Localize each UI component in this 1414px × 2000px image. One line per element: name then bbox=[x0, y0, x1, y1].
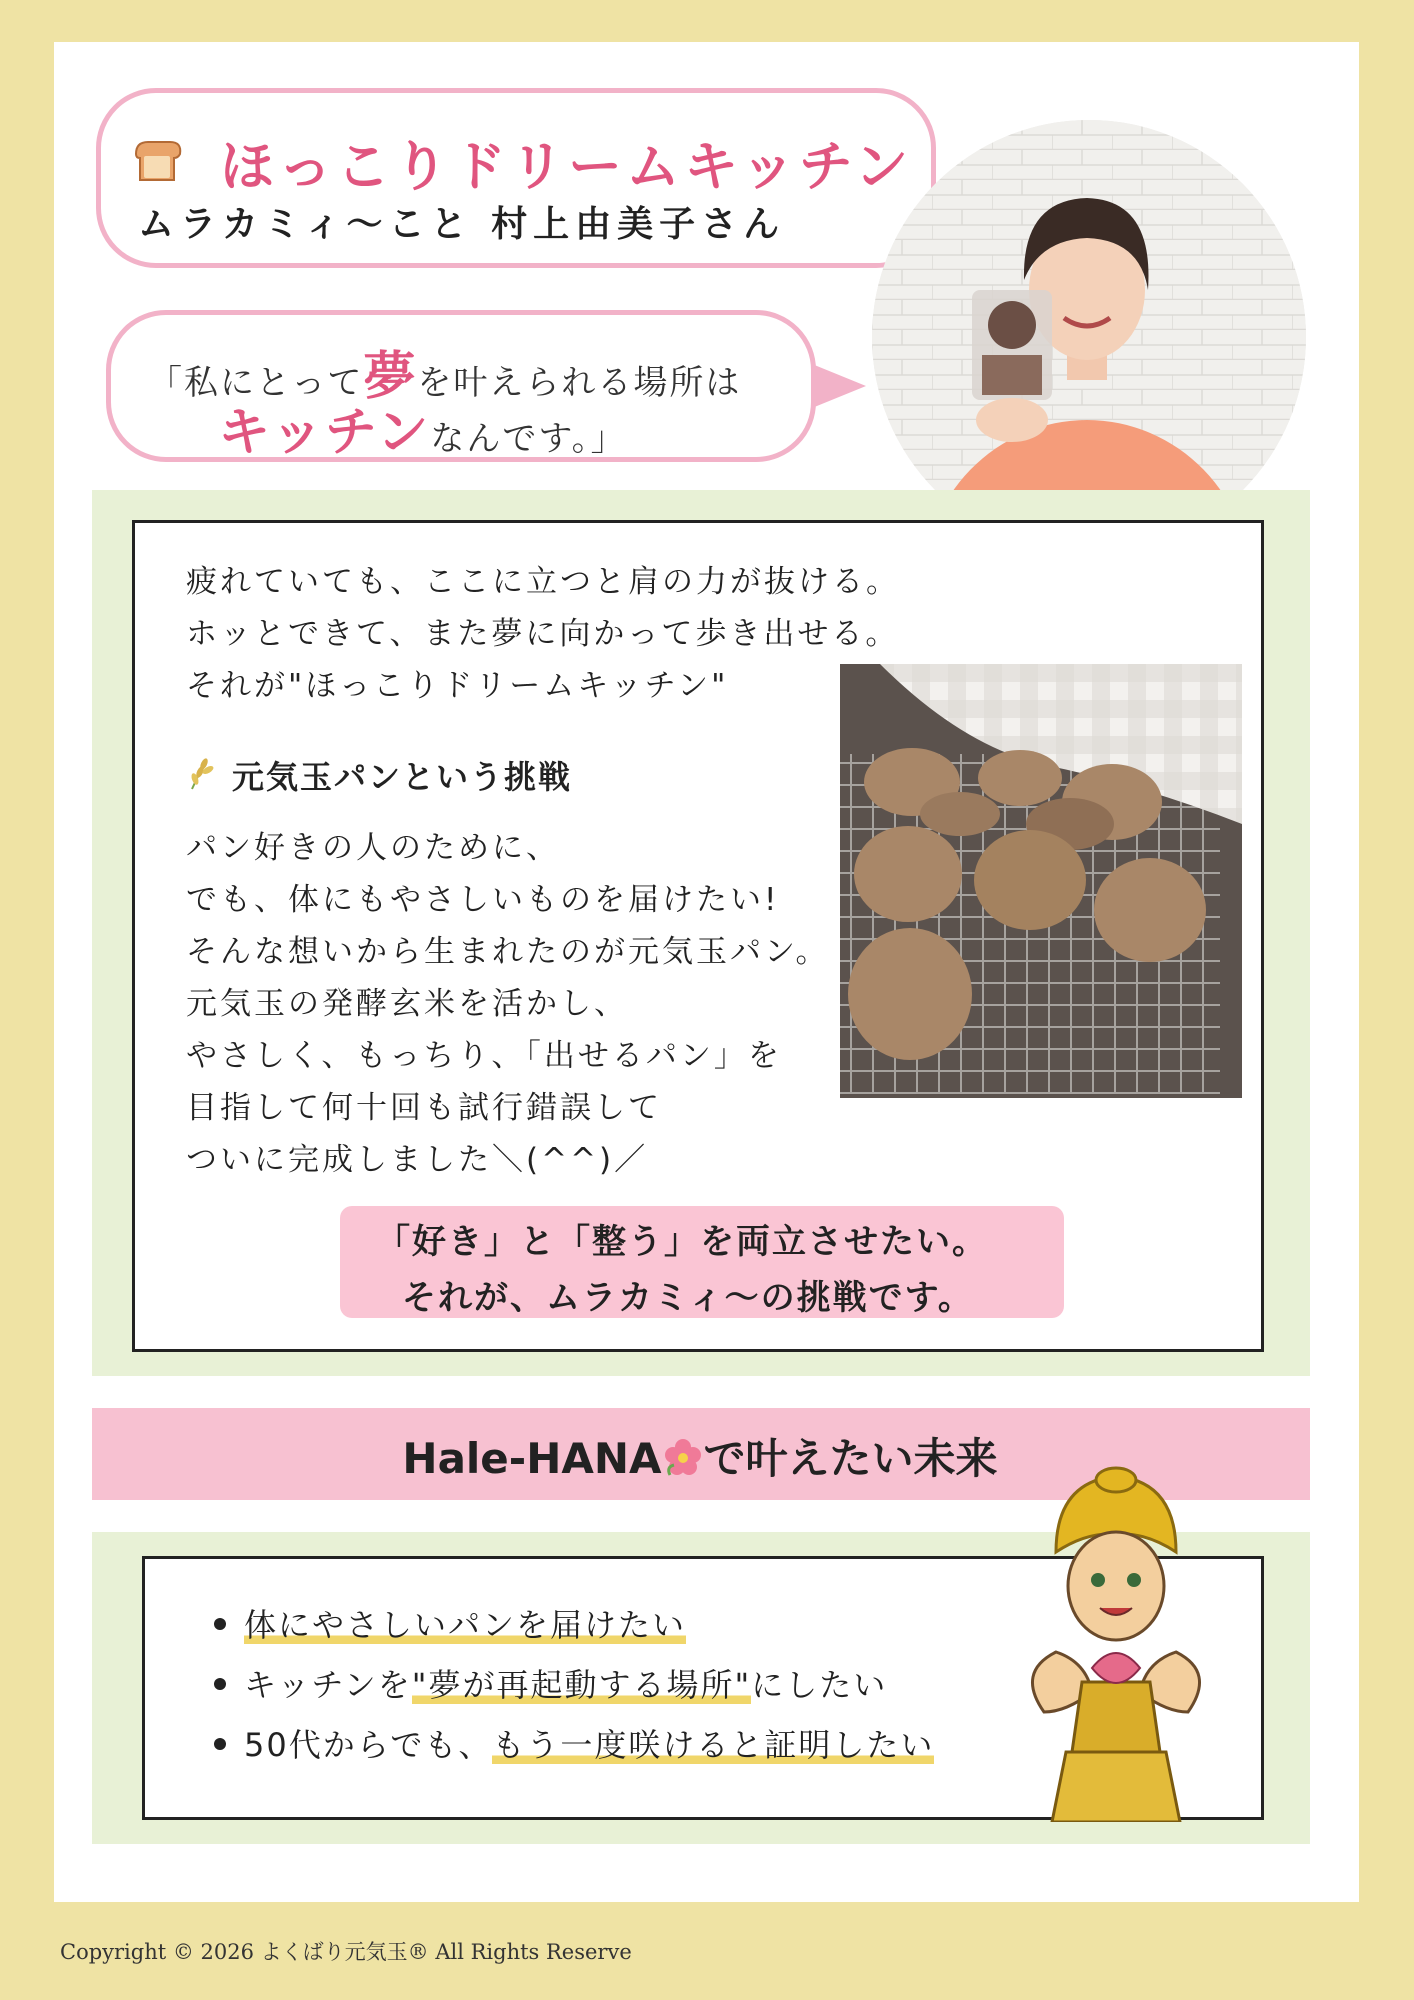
quote-part-3: なんです。」 bbox=[430, 419, 627, 459]
quote-bubble-tail bbox=[812, 364, 866, 408]
quote-line-2 bbox=[218, 390, 627, 465]
challenge-heading: 元気玉パンという挑戦 bbox=[232, 758, 573, 796]
future-item-3 bbox=[214, 1720, 934, 1766]
challenge-line-5: やさしく、もっちり、「出せるパン」を bbox=[186, 1038, 782, 1074]
future-item-1-text: 体にやさしいパンを届けたい bbox=[244, 1606, 687, 1644]
bread-illustration bbox=[840, 664, 1242, 1098]
wheat-icon bbox=[186, 755, 216, 791]
quote-emphasis-kitchen: キッチン bbox=[218, 403, 431, 463]
quote-part-1: 「私にとって bbox=[148, 363, 364, 403]
quote-part-2: を叶えられる場所は bbox=[417, 363, 742, 403]
challenge-line-4: 元気玉の発酵玄米を活かし、 bbox=[186, 986, 628, 1022]
future-item-1 bbox=[214, 1600, 686, 1646]
future-item-3-highlight: もう一度咲けると証明したい bbox=[492, 1726, 935, 1764]
portrait-photo bbox=[872, 120, 1306, 554]
bread-icon bbox=[130, 138, 184, 184]
challenge-line-6: 目指して何十回も試行錯誤して bbox=[186, 1090, 662, 1126]
challenge-line-2: でも、体にもやさしいものを届けたい! bbox=[186, 882, 780, 918]
bullet-dot bbox=[214, 1618, 226, 1630]
copyright-footer: Copyright © 2026 よくばり元気玉® All Rights Reserve bbox=[60, 1940, 632, 1964]
highlight-line-1: 「好き」と「整う」を両立させたい。 bbox=[376, 1222, 988, 1262]
bullet-dot bbox=[214, 1678, 226, 1690]
banner-suffix: で叶えたい未来 bbox=[703, 1434, 998, 1483]
quote-emphasis-dream: 夢 bbox=[363, 347, 418, 407]
mascot-character bbox=[996, 1462, 1236, 1822]
future-item-2-post: にしたい bbox=[751, 1666, 888, 1704]
highlight-line-2: それが、ムラカミィ〜の挑戦です。 bbox=[402, 1278, 974, 1318]
future-item-2-highlight: "夢が再起動する場所" bbox=[411, 1666, 752, 1704]
challenge-line-7: ついに完成しました＼(^^)／ bbox=[186, 1142, 649, 1178]
intro-line-1: 疲れていても、ここに立つと肩の力が抜ける。 bbox=[186, 564, 900, 600]
page-subtitle: ムラカミィ〜こと 村上由美子さん bbox=[138, 204, 786, 245]
challenge-line-3: そんな想いから生まれたのが元気玉パン。 bbox=[186, 934, 830, 970]
future-item-2-pre: キッチンを bbox=[244, 1666, 412, 1704]
portrait-illustration bbox=[872, 120, 1306, 554]
intro-line-3: それが"ほっこりドリームキッチン" bbox=[186, 668, 729, 704]
bullet-dot bbox=[214, 1738, 226, 1750]
page-title: ほっこりドリームキッチン bbox=[220, 135, 913, 198]
intro-line-2: ホッとできて、また夢に向かって歩き出せる。 bbox=[186, 616, 900, 652]
hibiscus-icon bbox=[662, 1437, 704, 1479]
future-item-3-pre: 50代からでも、 bbox=[244, 1726, 493, 1764]
challenge-line-1: パン好きの人のために、 bbox=[186, 830, 560, 866]
future-item-2 bbox=[214, 1660, 887, 1706]
banner-prefix: Hale-HANA bbox=[402, 1434, 662, 1483]
bread-photo bbox=[840, 664, 1242, 1098]
